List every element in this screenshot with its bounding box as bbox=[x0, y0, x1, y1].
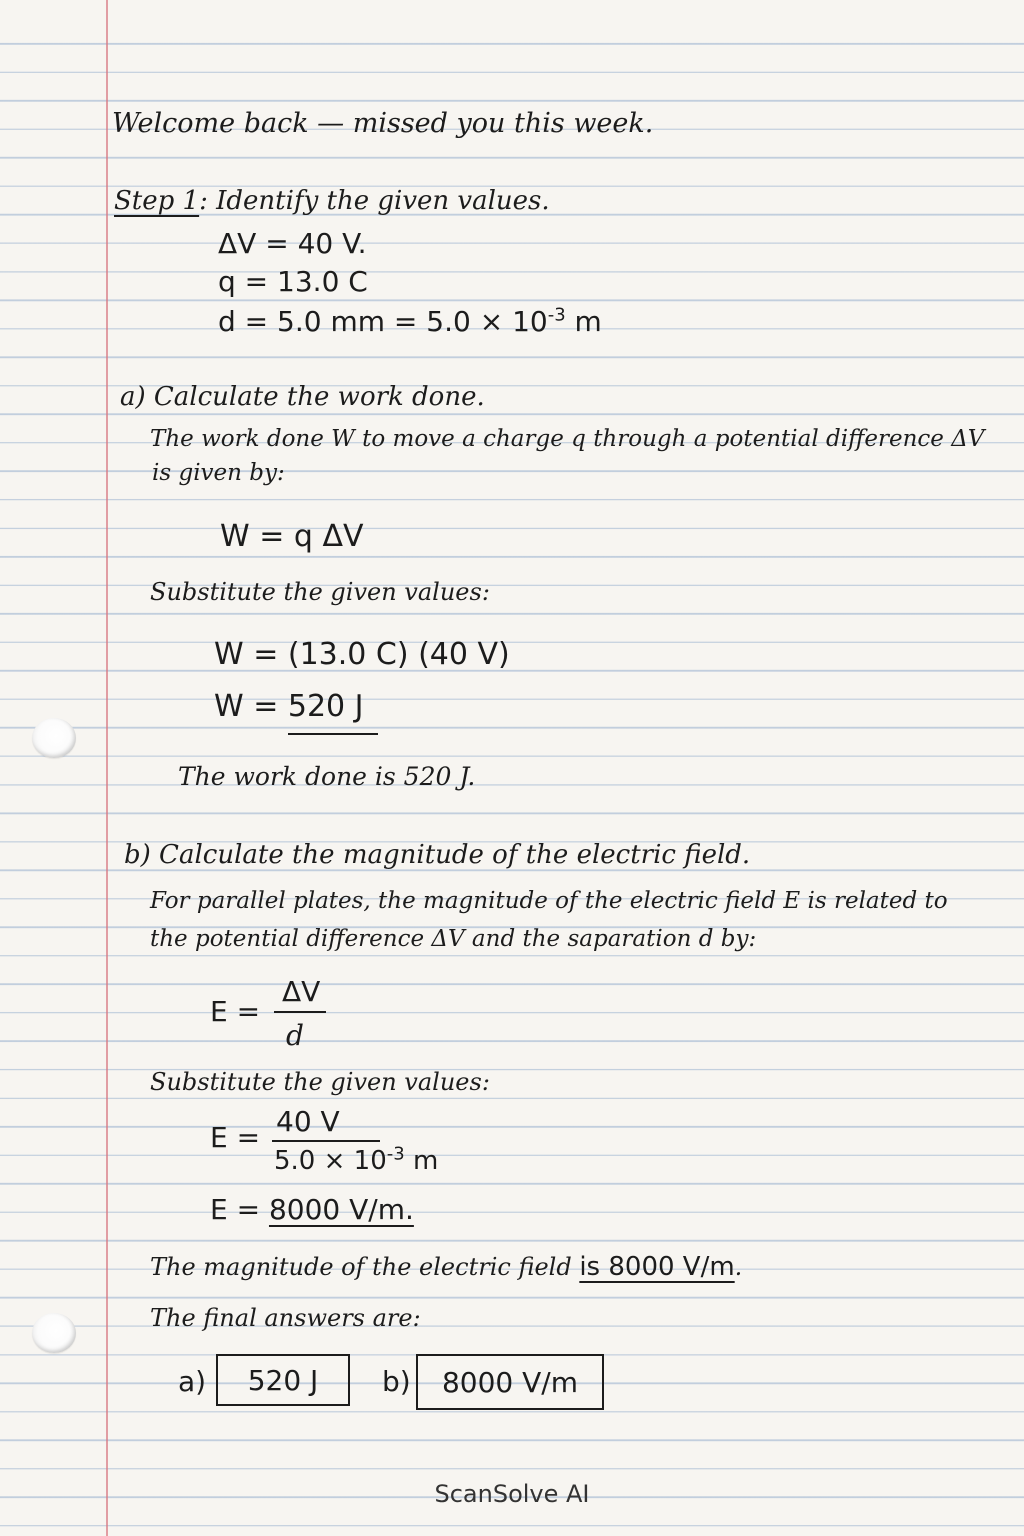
final-answer-a-label: a) bbox=[178, 1365, 207, 1398]
final-answer-a-box: 520 J bbox=[216, 1354, 350, 1406]
work-formula: W = q ΔV bbox=[220, 519, 364, 554]
field-formula-numerator: ΔV bbox=[282, 975, 321, 1008]
punch-hole-upper bbox=[32, 718, 76, 758]
part-b-heading: b) Calculate the magnitude of the electric field. bbox=[124, 840, 751, 870]
part-a-desc-line2: is given by: bbox=[152, 460, 285, 486]
part-a-desc-line1: The work done W to move a charge q through a potential difference ΔV bbox=[150, 426, 985, 452]
part-b-substitute: Substitute the given values: bbox=[150, 1068, 490, 1096]
field-result: E = 8000 V/m. bbox=[210, 1193, 414, 1226]
field-formula-denominator: d bbox=[286, 1019, 304, 1052]
field-sub-lhs: E = bbox=[210, 1121, 261, 1154]
step1-label: Step 1 bbox=[114, 186, 200, 216]
punch-hole-lower bbox=[32, 1313, 76, 1353]
step1-rest: : Identify the given values. bbox=[199, 186, 550, 216]
field-formula-lhs: E = bbox=[210, 995, 261, 1028]
field-sub-numerator: 40 V bbox=[276, 1105, 340, 1138]
work-result: W = 520 J bbox=[214, 689, 364, 724]
work-substitution: W = (13.0 C) (40 V) bbox=[214, 637, 510, 672]
part-b-desc-line1: For parallel plates, the magnitude of the electric field E is related to bbox=[150, 888, 948, 914]
work-result-underline bbox=[288, 733, 378, 735]
field-statement: The magnitude of the electric field is 8000 V/m. bbox=[150, 1252, 743, 1282]
greeting: Welcome back — missed you this week. bbox=[112, 108, 654, 139]
final-answer-b-box: 8000 V/m bbox=[416, 1354, 604, 1410]
final-answers-lead: The final answers are: bbox=[150, 1304, 421, 1332]
given-charge: q = 13.0 C bbox=[218, 265, 368, 298]
work-statement: The work done is 520 J. bbox=[178, 762, 476, 791]
final-answer-b-label: b) bbox=[382, 1365, 411, 1398]
part-b-desc-line2: the potential difference ΔV and the saparation d by: bbox=[150, 926, 757, 952]
part-a-substitute: Substitute the given values: bbox=[150, 578, 490, 606]
part-a-heading: a) Calculate the work done. bbox=[120, 382, 485, 412]
field-sub-fraction-bar bbox=[272, 1140, 380, 1142]
step1-line bbox=[114, 188, 550, 214]
given-voltage: ΔV = 40 V. bbox=[218, 227, 367, 260]
footer-brand: ScanSolve AI bbox=[434, 1480, 590, 1508]
given-distance: d = 5.0 mm = $5.0 \times 10^{-3}$ m bbox=[218, 304, 602, 338]
margin-line bbox=[106, 0, 108, 1536]
field-sub-denominator: $5.0 \times 10^{-3}$ m bbox=[274, 1143, 439, 1176]
field-formula-fraction-bar bbox=[274, 1011, 326, 1013]
field-result-value: 8000 V/m. bbox=[268, 1193, 414, 1226]
